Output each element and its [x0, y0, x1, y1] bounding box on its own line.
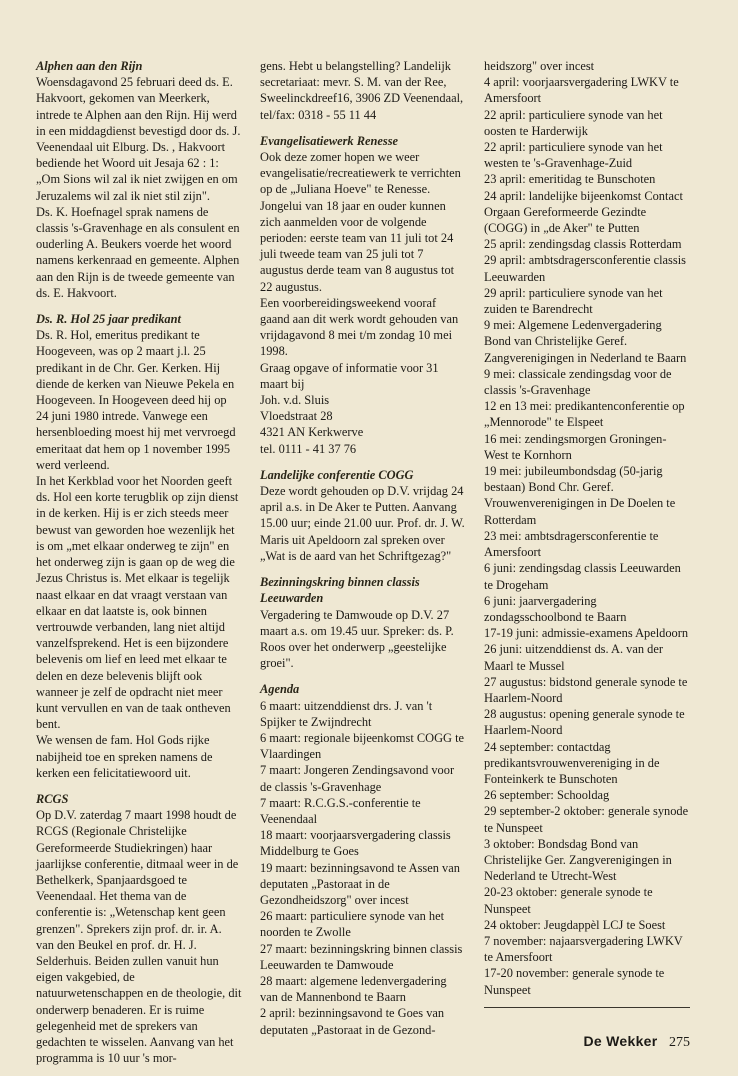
article-paragraph: 16 mei: zendingsmorgen Groningen-West te Kornhorn	[484, 431, 667, 462]
article-paragraph: 3 oktober: Bondsdag Bond van Christelijke Ger. Zangverenigingen in Nederland te Utrecht-West	[484, 836, 672, 884]
article-block	[260, 133, 466, 457]
article-paragraph: 6 maart: uitzenddienst drs. J. van 't Spijker te Zwijndrecht	[260, 698, 433, 729]
article-paragraph: We wensen de fam. Hol Gods rijke nabijheid toe en spreken namens de kerken een felicitatiewoord uit.	[36, 733, 213, 780]
article-block	[260, 58, 466, 123]
article-paragraph: 27 maart: bezinningskring binnen classis Leeuwarden te Damwoude	[260, 941, 463, 972]
article-paragraph: In het Kerkblad voor het Noorden geeft ds. Hol een korte terugblik op zijn dienst in de kerken. Hij is er zich steeds meer bewust van geworden hoe wezenlijk het is om „met elkaar onderweg te zijn" en het onderweg zijn is gaan op de weg die Jezus Christus is. Met elkaar is tegelijk naast elkaar en dat vraagt verstaan van elkaar en dat laatste is, ook binnen vertrouwde verbanden, lang niet altijd vanzelfsprekend. Het is een bijzondere belevenis om lief en leed met elkaar te delen en deze belevenis blijft ook wanneer je zelf de opdracht niet meer kunt vervullen en van de taak ontheven bent.	[36, 474, 239, 732]
article-heading: Agenda	[260, 682, 300, 697]
article-heading: Evangelisatiewerk Renesse	[260, 133, 399, 148]
article-paragraph: 7 maart: Jongeren Zendingsavond voor de classis 's-Gravenhage	[260, 763, 455, 794]
article-paragraph: 19 mei: jubileumbondsdag (50-jarig bestaan) Bond Chr. Geref. Vrouwenverenigingen in De Doelen te Rotterdam	[484, 464, 676, 527]
article-paragraph: 9 mei: Algemene Ledenvergadering Bond van Christelijke Geref. Zangverenigingen in Nederland te Baarn	[484, 318, 687, 365]
article-paragraph: 23 mei: ambtsdragersconferentie te Amersfoort	[484, 528, 659, 560]
article-paragraph: 26 september: Schooldag	[484, 788, 610, 803]
article-paragraph: 2 april: bezinningsavond te Goes van deputaten „Pastoraat in de Gezond-	[260, 1006, 445, 1037]
article-paragraph: 24 april: landelijke bijeenkomst Contact Orgaan Gereformeerde Gezindte (COGG) in „de Aker" te Putten	[484, 188, 683, 236]
article-paragraph: 24 september: contactdag predikantsvrouwenvereniging in de Fonteinkerk te Bunschoten	[484, 739, 660, 786]
article-paragraph: 4 april: voorjaarsvergadering LWKV te Amersfoort	[484, 75, 679, 106]
article-paragraph: 7 november: najaarsvergadering LWKV te Amersfoort	[484, 933, 683, 965]
article-paragraph: 17-19 juni: admissie-examens Apeldoorn	[484, 626, 689, 641]
article-paragraph: 6 juni: zendingsdag classis Leeuwarden te Drogeham	[484, 561, 681, 592]
article-paragraph: Vergadering te Damwoude op D.V. 27 maart a.s. om 19.45 uur. Spreker: ds. P. Roos over het onderwerp „geestelijke groei".	[260, 607, 454, 671]
article-paragraph: 28 maart: algemene ledenvergadering van de Mannenbond te Baarn	[260, 973, 447, 1005]
article-paragraph: 7 maart: R.C.G.S.-conferentie te Veenendaal	[260, 795, 421, 826]
article-paragraph: 26 maart: particuliere synode van het noorden te Zwolle	[260, 909, 445, 940]
article-paragraph: Op D.V. zaterdag 7 maart 1998 houdt de RCGS (Regionale Christelijke Gereformeerde Studiekringen) haar jaarlijkse conferentie, ditmaal weer in de Bethelkerk, Spanjaardsgoed te Veenendaal. Het thema van de conferentie is: „Wetenschap kent geen grenzen". Sprekers zijn prof. dr. ir. A. van den Beukel en prof. dr. H. J. Selderhuis. Beiden zullen vanuit hun eigen vakgebied, de natuurwetenschappen en de theologie, dit onderwerp benaderen. Er is ruime gelegenheid met de sprekers van gedachten te wisselen. Aanvang van het programma is 10 uur 's mor-	[36, 808, 242, 1066]
article-heading: RCGS	[36, 791, 69, 806]
article-paragraph: 29 april: particuliere synode van het zuiden te Barendrecht	[484, 285, 663, 317]
article-block	[36, 311, 242, 781]
article-paragraph: 25 april: zendingsdag classis Rotterdam	[484, 237, 682, 252]
page-footer	[583, 1033, 690, 1051]
article-paragraph: 23 april: emeritidag te Bunschoten	[484, 172, 656, 187]
article-paragraph: tel. 0111 - 41 37 76	[260, 441, 357, 456]
article-paragraph: 19 maart: bezinningsavond te Assen van deputaten „Pastoraat in de Gezondheidszorg" over incest	[260, 860, 460, 907]
article-paragraph: Een voorbereidingsweekend vooraf gaand aan dit werk wordt gehouden van vrijdagavond 8 mei t/m zondag 10 mei 1998.	[260, 295, 459, 359]
article-paragraph: 20-23 oktober: generale synode te Nunspeet	[484, 885, 653, 916]
article-paragraph: 26 juni: uitzenddienst ds. A. van der Maarl te Mussel	[484, 642, 663, 673]
article-block	[36, 791, 242, 1066]
article-paragraph: 9 mei: classicale zendingsdag voor de classis 's-Gravenhage	[484, 366, 672, 398]
article-paragraph: Graag opgave of informatie voor 31 maart bij	[260, 360, 439, 391]
article-paragraph: 29 april: ambtsdragersconferentie classis Leeuwarden	[484, 253, 686, 284]
column-3	[484, 58, 690, 1008]
article-paragraph: 6 juni: jaarvergadering zondagsschoolbond te Baarn	[484, 593, 627, 624]
article-block	[260, 681, 466, 1037]
article-paragraph: Woensdagavond 25 februari deed ds. E. Hakvoort, gekomen van Meerkerk, intrede te Alphen aan den Rijn. Hij werd in een middagdienst bevestigd door ds. J. Veenendaal uit Elburg. Ds. , Hakvoort bediende het Woord uit Jesaja 62 : 1: „Om Sions wil zal ik niet zwijgen en om Jeruzalems wil zal ik niet stil zijn".	[36, 75, 241, 203]
article-paragraph: 17-20 november: generale synode te Nunspeet	[484, 966, 665, 997]
column-2	[260, 58, 466, 1048]
article-paragraph: Deze wordt gehouden op D.V. vrijdag 24 april a.s. in De Aker te Putten. Aanvang 15.00 uur; einde 21.00 uur. Prof. dr. J. W. Maris uit Apeldoorn zal spreken over „Wat is de aard van het Schriftgezag?"	[260, 484, 465, 563]
article-paragraph: 22 april: particuliere synode van het westen te 's-Gravenhage-Zuid	[484, 140, 663, 171]
magazine-name: De Wekker	[583, 1033, 658, 1049]
article-block	[484, 58, 690, 998]
article-paragraph: 28 augustus: opening generale synode te Haarlem-Noord	[484, 707, 685, 738]
article-paragraph: Ds. R. Hol, emeritus predikant te Hoogeveen, was op 2 maart j.l. 25 predikant in de Chr. Ger. Kerken. Hij diende de kerken van Nieuwe Pekela en Hoogeveen. In Hoogeveen deed hij op 24 juni 1980 intrede. Vanwege een hersenbloeding moest hij met vervroegd emeritaat dat hem op 1 november 1995 werd verleend.	[36, 328, 236, 472]
article-heading: Bezinningskring binnen classis Leeuwarden	[260, 575, 420, 606]
article-block	[36, 58, 242, 301]
article-paragraph: 4321 AN Kerkwerve	[260, 425, 364, 440]
article-heading: Ds. R. Hol 25 jaar predikant	[36, 312, 181, 327]
column-1	[36, 58, 242, 1076]
article-heading: Alphen aan den Rijn	[36, 59, 143, 73]
article-paragraph: 29 september-2 oktober: generale synode te Nunspeet	[484, 804, 689, 835]
article-paragraph: Ook deze zomer hopen we weer evangelisatie/recreatiewerk te verrichten op de „Juliana Hoeve" te Renesse. Jongelui van 18 jaar en ouder kunnen zich aanmelden voor de volgende perioden: eerste team van 11 juli tot 24 juli tweede team van 25 juli tot 7 augustus derde team van 8 augustus tot 22 augustus.	[260, 150, 461, 294]
page-number: 275	[669, 1035, 690, 1050]
article-paragraph: gens. Hebt u belangstelling? Landelijk secretariaat: mevr. S. M. van der Ree, Sweelinckdreef16, 3906 ZD Veenendaal, tel/fax: 0318 - 55 11 44	[260, 59, 464, 122]
article-heading: Landelijke conferentie COGG	[260, 467, 414, 482]
article-block	[260, 467, 466, 564]
article-paragraph: Ds. K. Hoefnagel sprak namens de classis 's-Gravenhage en als consulent en ouderling A. Beukers voerde het woord namens kerkenraad en gemeente. Alphen aan den Rijn is de tweede gemeente van ds. E. Hakvoort.	[36, 204, 240, 300]
article-block	[260, 574, 466, 671]
article-paragraph: 24 oktober: Jeugdappèl LCJ te Soest	[484, 917, 666, 932]
article-paragraph: 6 maart: regionale bijeenkomst COGG te Vlaardingen	[260, 730, 465, 762]
footer-rule	[484, 1007, 690, 1008]
article-paragraph: Joh. v.d. Sluis	[260, 393, 330, 408]
article-paragraph: 12 en 13 mei: predikantenconferentie op „Mennorode" te Elspeet	[484, 399, 685, 430]
article-paragraph: Vloedstraat 28	[260, 409, 333, 424]
article-paragraph: heidszorg" over incest	[484, 59, 595, 73]
article-paragraph: 27 augustus: bidstond generale synode te Haarlem-Noord	[484, 674, 688, 705]
article-paragraph: 22 april: particuliere synode van het oosten te Harderwijk	[484, 107, 663, 138]
article-paragraph: 18 maart: voorjaarsvergadering classis Middelburg te Goes	[260, 828, 451, 859]
